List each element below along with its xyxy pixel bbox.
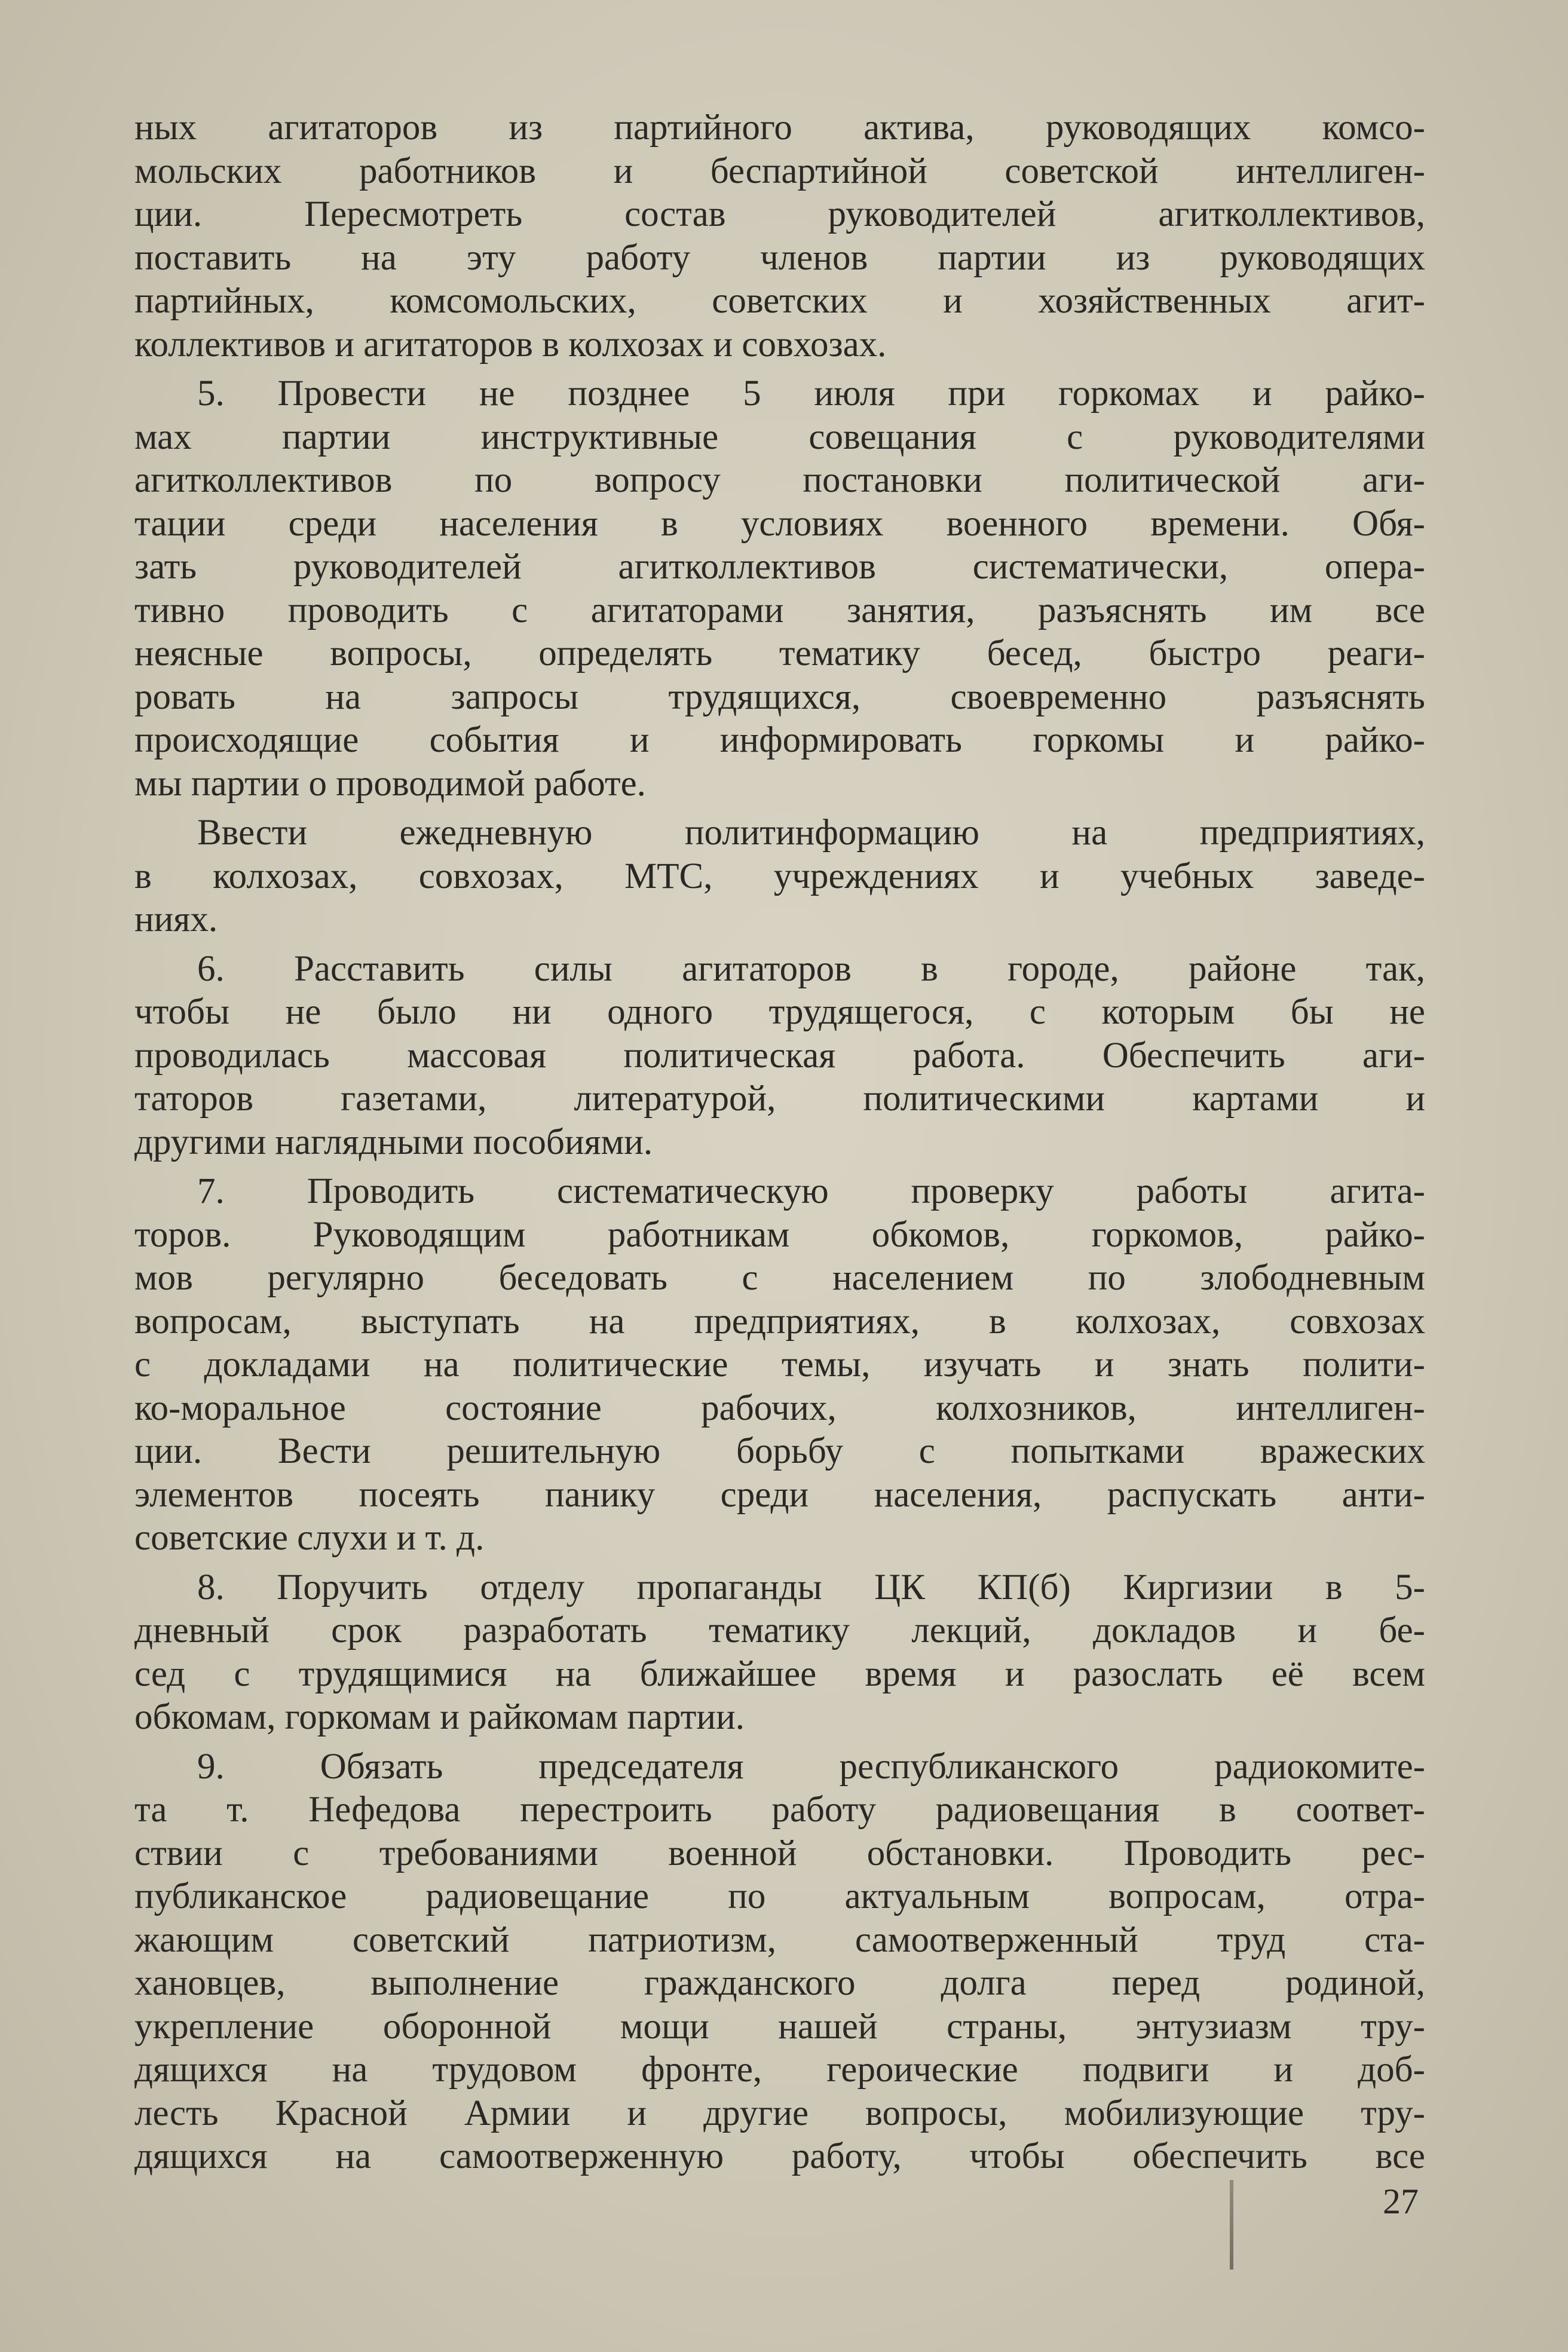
text-line: Ввести ежедневную политинформацию на предприятиях, bbox=[197, 813, 1425, 853]
text-line: ко-моральное состояние рабочих, колхозников, интеллиген- bbox=[134, 1388, 1425, 1428]
text-line: неясные вопросы, определять тематику бесед, быстро реаги- bbox=[134, 633, 1425, 673]
text-line: с докладами на политические темы, изучать и знать полити- bbox=[134, 1345, 1425, 1385]
text-line: происходящие события и информировать горкомы и райко- bbox=[134, 720, 1425, 760]
paragraph bbox=[134, 811, 1425, 942]
text-line: другими наглядными пособиями. bbox=[134, 1122, 653, 1162]
text-line: ниях. bbox=[134, 899, 218, 939]
text-line: ции. Пересмотреть состав руководителей агитколлективов, bbox=[134, 194, 1425, 234]
text-line: лесть Красной Армии и другие вопросы, мобилизующие тру- bbox=[134, 2093, 1425, 2133]
text-line: 7. Проводить систематическую проверку работы агита- bbox=[197, 1171, 1425, 1211]
text-line: мы партии о проводимой работе. bbox=[134, 763, 646, 804]
paragraph bbox=[134, 1566, 1425, 1740]
paragraph bbox=[134, 372, 1425, 806]
page-number: 27 bbox=[1383, 2182, 1419, 2221]
text-line: ровать на запросы трудящихся, своевременно разъяснять bbox=[134, 676, 1425, 717]
text-line: агитколлективов по вопросу постановки политической аги- bbox=[134, 460, 1425, 500]
text-line: ных агитаторов из партийного актива, руководящих комсо- bbox=[134, 108, 1425, 148]
text-line: ствии с требованиями военной обстановки. Проводить рес- bbox=[134, 1833, 1425, 1873]
text-line: дящихся на трудовом фронте, героические подвиги и доб- bbox=[134, 2050, 1425, 2090]
paragraph bbox=[134, 1170, 1425, 1560]
text-line: жающим советский патриотизм, самоотверженный труд ста- bbox=[134, 1919, 1425, 1960]
text-line: тивно проводить с агитаторами занятия, разъяснять им все bbox=[134, 590, 1425, 630]
binding-mark bbox=[1230, 2180, 1233, 2270]
text-line: та т. Нефедова перестроить работу радиовещания в соответ- bbox=[134, 1790, 1425, 1830]
text-line: укрепление оборонной мощи нашей страны, энтузиазм тру- bbox=[134, 2006, 1425, 2047]
text-line: коллективов и агитаторов в колхозах и совхозах. bbox=[134, 324, 887, 365]
text-line: торов. Руководящим работникам обкомов, горкомов, райко- bbox=[134, 1214, 1425, 1255]
text-line: советские слухи и т. д. bbox=[134, 1518, 485, 1558]
text-line: элементов посеять панику среди населения, распускать анти- bbox=[134, 1474, 1425, 1515]
text-line: в колхозах, совхозах, МТС, учреждениях и учебных заведе- bbox=[134, 856, 1425, 896]
text-line: мов регулярно беседовать с населением по злободневным bbox=[134, 1258, 1425, 1298]
text-line: дневный срок разработать тематику лекций, докладов и бе- bbox=[134, 1610, 1425, 1650]
text-line: партийных, комсомольских, советских и хозяйственных агит- bbox=[134, 281, 1425, 321]
text-line: 8. Поручить отделу пропаганды ЦК КП(б) Киргизии в 5- bbox=[197, 1567, 1425, 1607]
text-line: ции. Вести решительную борьбу с попытками вражеских bbox=[134, 1431, 1425, 1471]
text-line: 6. Расставить силы агитаторов в городе, районе так, bbox=[197, 948, 1425, 989]
body-text bbox=[134, 106, 1425, 2185]
text-line: вопросам, выступать на предприятиях, в колхозах, совхозах bbox=[134, 1301, 1425, 1342]
text-line: мольских работников и беспартийной советской интеллиген- bbox=[134, 151, 1425, 191]
text-line: сед с трудящимися на ближайшее время и разослать её всем bbox=[134, 1653, 1425, 1694]
paragraph bbox=[134, 1745, 1425, 2179]
text-line: хановцев, выполнение гражданского долга перед родиной, bbox=[134, 1963, 1425, 2003]
text-line: дящихся на самоотверженную работу, чтобы обеспечить все bbox=[134, 2136, 1425, 2176]
text-line: поставить на эту работу членов партии из руководящих bbox=[134, 237, 1425, 278]
text-line: мах партии инструктивные совещания с руководителями bbox=[134, 416, 1425, 457]
paragraph bbox=[134, 106, 1425, 366]
text-line: 9. Обязать председателя республиканского радиокомите- bbox=[197, 1746, 1425, 1787]
text-line: 5. Провести не позднее 5 июля при горкомах и райко- bbox=[197, 373, 1425, 414]
text-line: чтобы не было ни одного трудящегося, с которым бы не bbox=[134, 992, 1425, 1032]
text-line: обкомам, горкомам и райкомам партии. bbox=[134, 1697, 745, 1737]
text-line: таторов газетами, литературой, политическими картами и bbox=[134, 1079, 1425, 1119]
text-line: проводилась массовая политическая работа. Обеспечить аги- bbox=[134, 1035, 1425, 1076]
text-line: публиканское радиовещание по актуальным вопросам, отра- bbox=[134, 1876, 1425, 1916]
text-line: зать руководителей агитколлективов систематически, опера- bbox=[134, 547, 1425, 587]
paragraph bbox=[134, 948, 1425, 1165]
text-line: тации среди населения в условиях военного времени. Обя- bbox=[134, 503, 1425, 544]
